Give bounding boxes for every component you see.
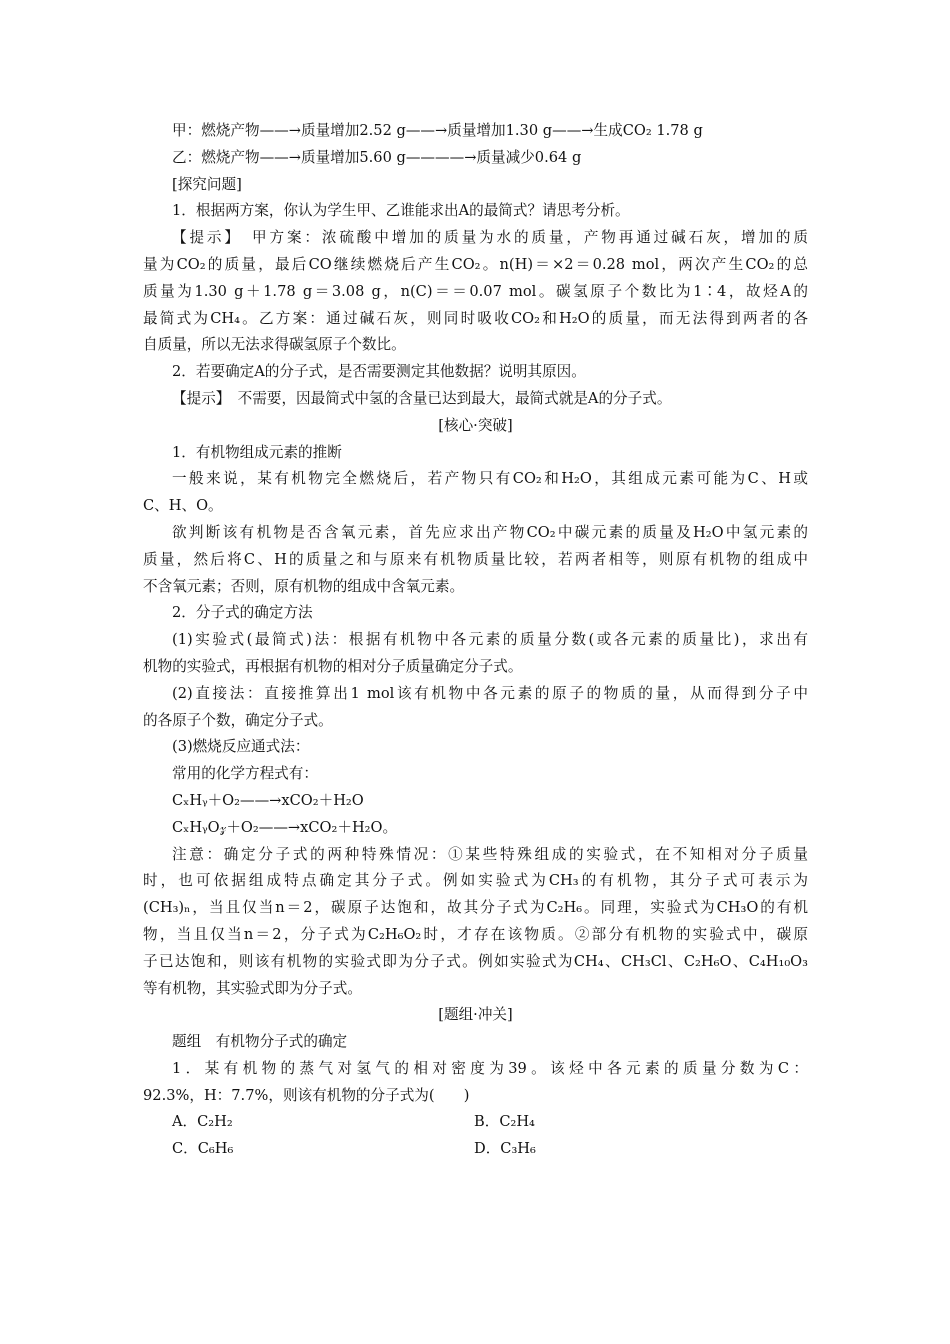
text-line: 欲判断该有机物是否含氧元素，首先应求出产物CO₂中碳元素的质量及H₂O中氢元素的 — [172, 523, 808, 541]
option-item: B．C₂H₄ — [474, 1113, 535, 1131]
text-line: (CH₃)ₙ，当且仅当n＝2，碳原子达饱和，故其分子式为C₂H₆。同理，实验式为CH₃O的有机 — [143, 899, 808, 917]
text-line: (3)燃烧反应通式法： — [172, 738, 310, 756]
text-line: 1．某有机物的蒸气对氢气的相对密度为39。该烃中各元素的质量分数为C： — [172, 1059, 808, 1077]
text-line: 质量为1.30 g＋1.78 g＝3.08 g，n(C)＝＝0.07 mol。碳氢原子个数比为1∶4，故烃A的 — [143, 282, 808, 300]
text-line: 92.3%，H：7.7%，则该有机物的分子式为( ) — [143, 1086, 470, 1104]
text-line: 乙：燃烧产物——→质量增加5.60 g————→质量减少0.64 g — [172, 148, 582, 166]
text-line: 物，当且仅当n＝2，分子式为C₂H₆O₂时，才存在该物质。②部分有机物的实验式中，碳原 — [143, 925, 808, 943]
text-line: CₓHᵧ＋O₂——→xCO₂＋H₂O — [172, 791, 364, 809]
option-row — [143, 1109, 808, 1136]
text-line: 质量，然后将C、H的质量之和与原来有机物质量比较，若两者相等，则原有机物的组成中 — [143, 550, 808, 568]
text-line: 等有机物，其实验式即为分子式。 — [143, 979, 362, 997]
text-line: 常用的化学方程式有： — [172, 765, 318, 783]
text-line: [探究问题] — [172, 175, 242, 193]
text-line: 注意：确定分子式的两种特殊情况：①某些特殊组成的实验式，在不知相对分子质量 — [172, 845, 808, 863]
text-line: C、H、O。 — [143, 497, 223, 515]
text-line: 的各原子个数，确定分子式。 — [143, 711, 333, 729]
text-line: 最简式为CH₄。乙方案：通过碱石灰，则同时吸收CO₂和H₂O的质量，而无法得到两者的各 — [143, 309, 808, 327]
text-line: 2．分子式的确定方法 — [172, 604, 313, 622]
answer-options — [143, 1109, 808, 1163]
text-line: 1．有机物组成元素的推断 — [172, 443, 342, 461]
text-line: 【提示】 不需要，因最简式中氢的含量已达到最大，最简式就是A的分子式。 — [172, 389, 672, 407]
option-row — [143, 1136, 808, 1163]
document-page — [143, 118, 808, 1163]
document-body — [143, 118, 808, 1109]
text-line: 题组 有机物分子式的确定 — [172, 1033, 348, 1051]
text-line: (2)直接法：直接推算出1 mol该有机物中各元素的原子的物质的量，从而得到分子中 — [172, 684, 808, 702]
text-line: 甲：燃烧产物——→质量增加2.52 g——→质量增加1.30 g——→生成CO₂ 1.78 g — [172, 122, 703, 139]
text-line: [核心·突破] — [438, 416, 513, 434]
text-line: 一般来说，某有机物完全燃烧后，若产物只有CO₂和H₂O，其组成元素可能为C、H或 — [172, 470, 808, 488]
text-line: 自质量，所以无法求得碳氢原子个数比。 — [143, 336, 406, 354]
option-item: C．C₆H₆ — [172, 1140, 234, 1158]
text-line: 不含氧元素；否则，原有机物的组成中含氧元素。 — [143, 577, 465, 595]
text-line: CₓHᵧO𝓏＋O₂——→xCO₂＋H₂O。 — [172, 818, 398, 836]
text-line: 2．若要确定A的分子式，是否需要测定其他数据？说明其原因。 — [172, 363, 586, 381]
text-line: 子已达饱和，则该有机物的实验式即为分子式。例如实验式为CH₄、CH₃Cl、C₂H₆O、C₄H₁₀O₃ — [143, 952, 808, 970]
text-line: (1)实验式(最简式)法：根据有机物中各元素的质量分数(或各元素的质量比)，求出有 — [172, 631, 808, 649]
text-line: [题组·冲关] — [438, 1006, 513, 1024]
text-line: 机物的实验式，再根据有机物的相对分子质量确定分子式。 — [143, 657, 523, 675]
text-line: 【提示】 甲方案：浓硫酸中增加的质量为水的质量，产物再通过碱石灰，增加的质 — [172, 229, 808, 247]
option-item: A．C₂H₂ — [172, 1113, 233, 1131]
text-line: 1．根据两方案，你认为学生甲、乙谁能求出A的最简式？请思考分析。 — [172, 202, 630, 220]
option-item: D．C₃H₆ — [474, 1140, 536, 1158]
text-line: 时，也可依据组成特点确定其分子式。例如实验式为CH₃的有机物，其分子式可表示为 — [143, 872, 808, 890]
text-line: 量为CO₂的质量，最后CO继续燃烧后产生CO₂。n(H)＝×2＝0.28 mol，两次产生CO₂的总 — [143, 255, 808, 273]
